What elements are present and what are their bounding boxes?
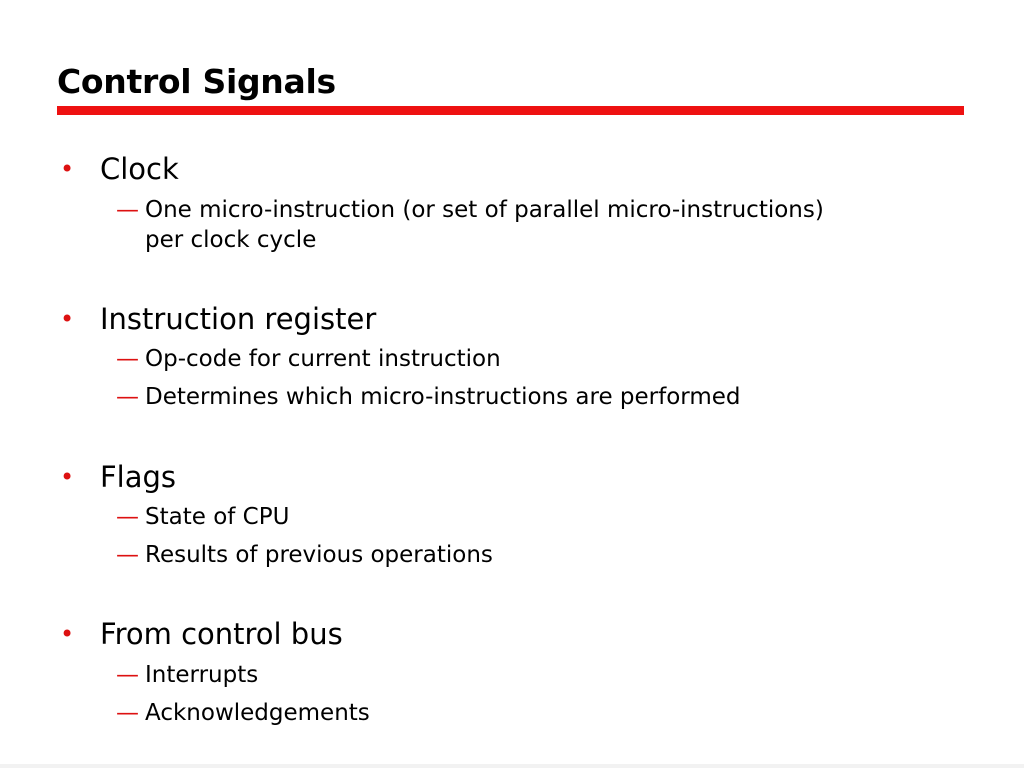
dash-icon: — <box>116 700 139 726</box>
sub-item-label: Interrupts <box>145 662 259 688</box>
sub-item-label: Results of previous operations <box>145 542 493 568</box>
bullet-icon: • <box>60 463 75 491</box>
bullet-label: Instruction register <box>100 302 377 336</box>
sub-item-label: State of CPU <box>145 504 290 530</box>
bullet-icon: • <box>60 155 75 183</box>
dash-icon: — <box>116 384 139 410</box>
dash-icon: — <box>116 542 139 568</box>
dash-icon: — <box>116 504 139 530</box>
bullet-label: Flags <box>100 460 177 494</box>
sub-item-label: One micro-instruction (or set of parallel micro-instructions) per clock cycle <box>145 197 824 253</box>
dash-icon: — <box>116 197 139 223</box>
title-underline <box>57 106 964 115</box>
bullet-icon: • <box>60 620 75 648</box>
sub-item-label: Op-code for current instruction <box>145 346 501 372</box>
bullet-label: Clock <box>100 152 179 186</box>
dash-icon: — <box>116 662 139 688</box>
dash-icon: — <box>116 346 139 372</box>
sub-item-label: Determines which micro-instructions are performed <box>145 384 741 410</box>
bullet-icon: • <box>60 305 75 333</box>
slide-title: Control Signals <box>57 62 336 101</box>
bullet-label: From control bus <box>100 617 343 651</box>
sub-item-label: Acknowledgements <box>145 700 370 726</box>
bottom-divider <box>0 764 1024 768</box>
